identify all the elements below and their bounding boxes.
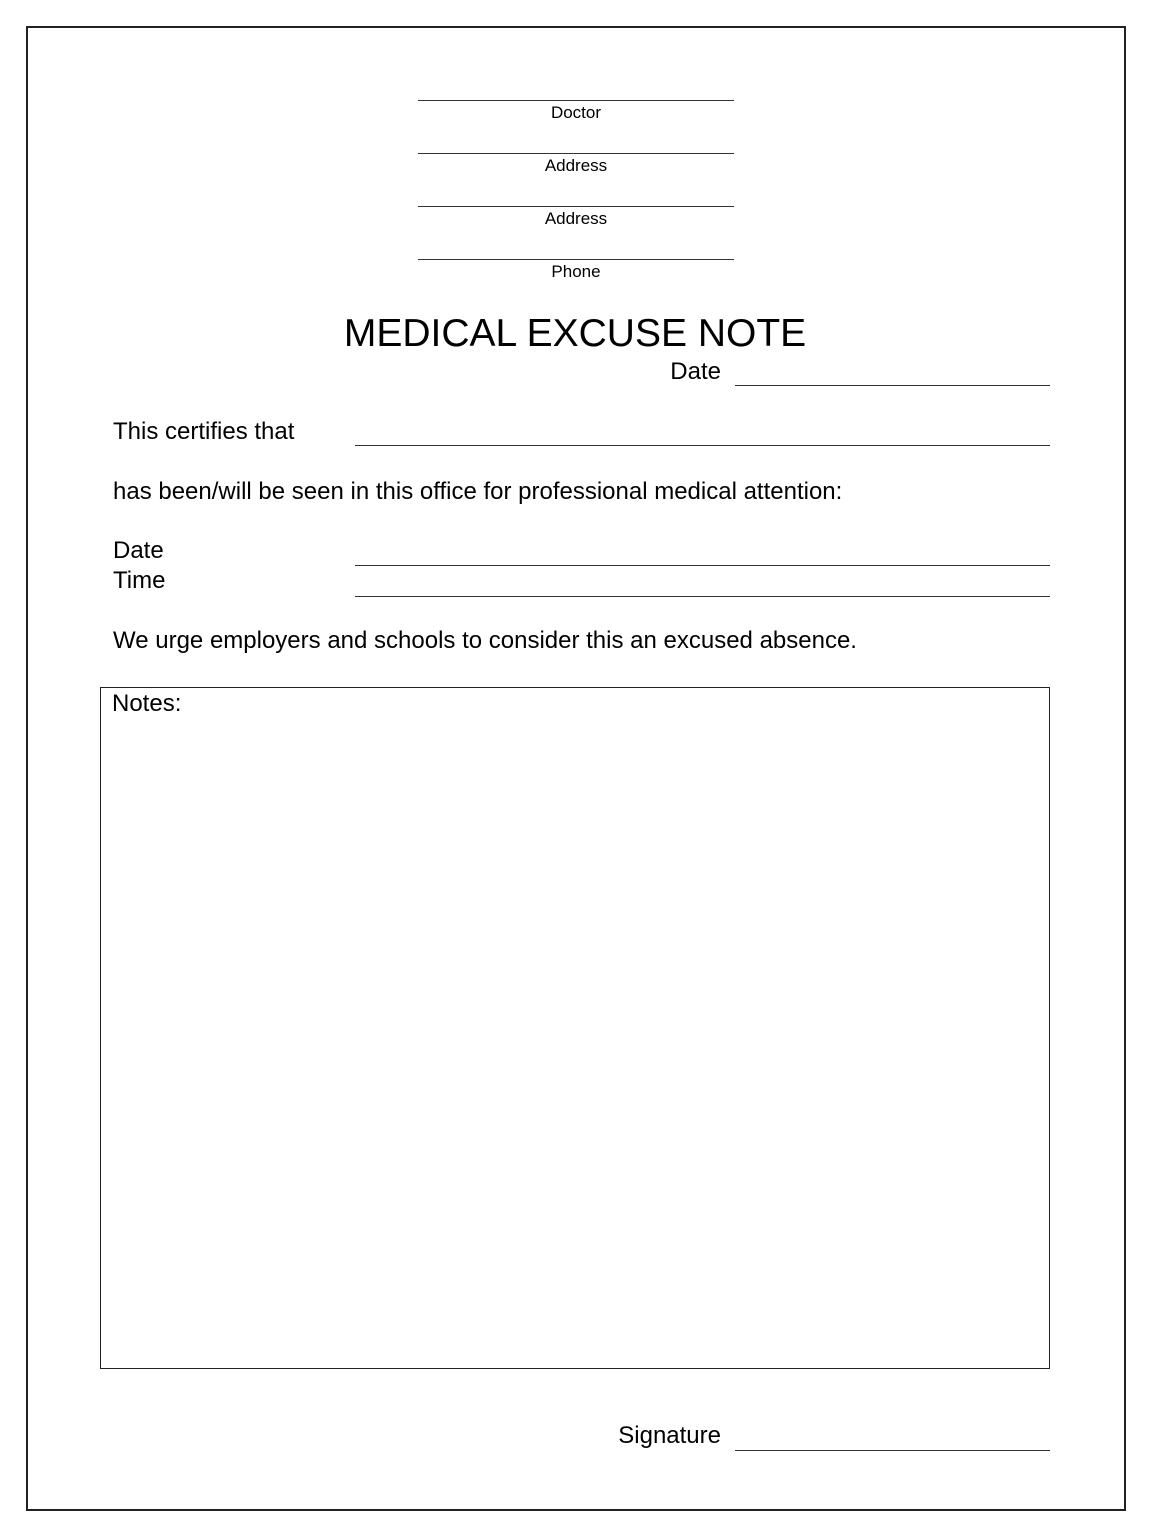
- date-label: Date: [670, 358, 721, 385]
- patient-name-field[interactable]: [355, 445, 1050, 446]
- doctor-label: Doctor: [550, 103, 602, 122]
- certifies-label: This certifies that: [113, 418, 295, 445]
- notes-label: Notes:: [112, 690, 182, 717]
- phone-field[interactable]: [418, 259, 734, 260]
- visit-date-label: Date: [113, 537, 164, 564]
- visit-time-label: Time: [113, 567, 166, 594]
- visit-time-field[interactable]: [355, 596, 1050, 597]
- notes-box[interactable]: [100, 687, 1050, 1369]
- signature-field[interactable]: [735, 1450, 1050, 1451]
- urge-statement: We urge employers and schools to consider this an excused absence.: [113, 627, 857, 654]
- address1-field[interactable]: [418, 153, 734, 154]
- visit-date-field[interactable]: [355, 565, 1050, 566]
- signature-label: Signature: [618, 1422, 721, 1449]
- address2-label: Address: [544, 209, 608, 228]
- phone-label: Phone: [551, 262, 601, 281]
- page-title: MEDICAL EXCUSE NOTE: [343, 312, 807, 355]
- date-field[interactable]: [735, 385, 1050, 386]
- doctor-field[interactable]: [418, 100, 734, 101]
- address2-field[interactable]: [418, 206, 734, 207]
- address1-label: Address: [544, 156, 608, 175]
- seen-statement: has been/will be seen in this office for professional medical attention:: [113, 478, 843, 505]
